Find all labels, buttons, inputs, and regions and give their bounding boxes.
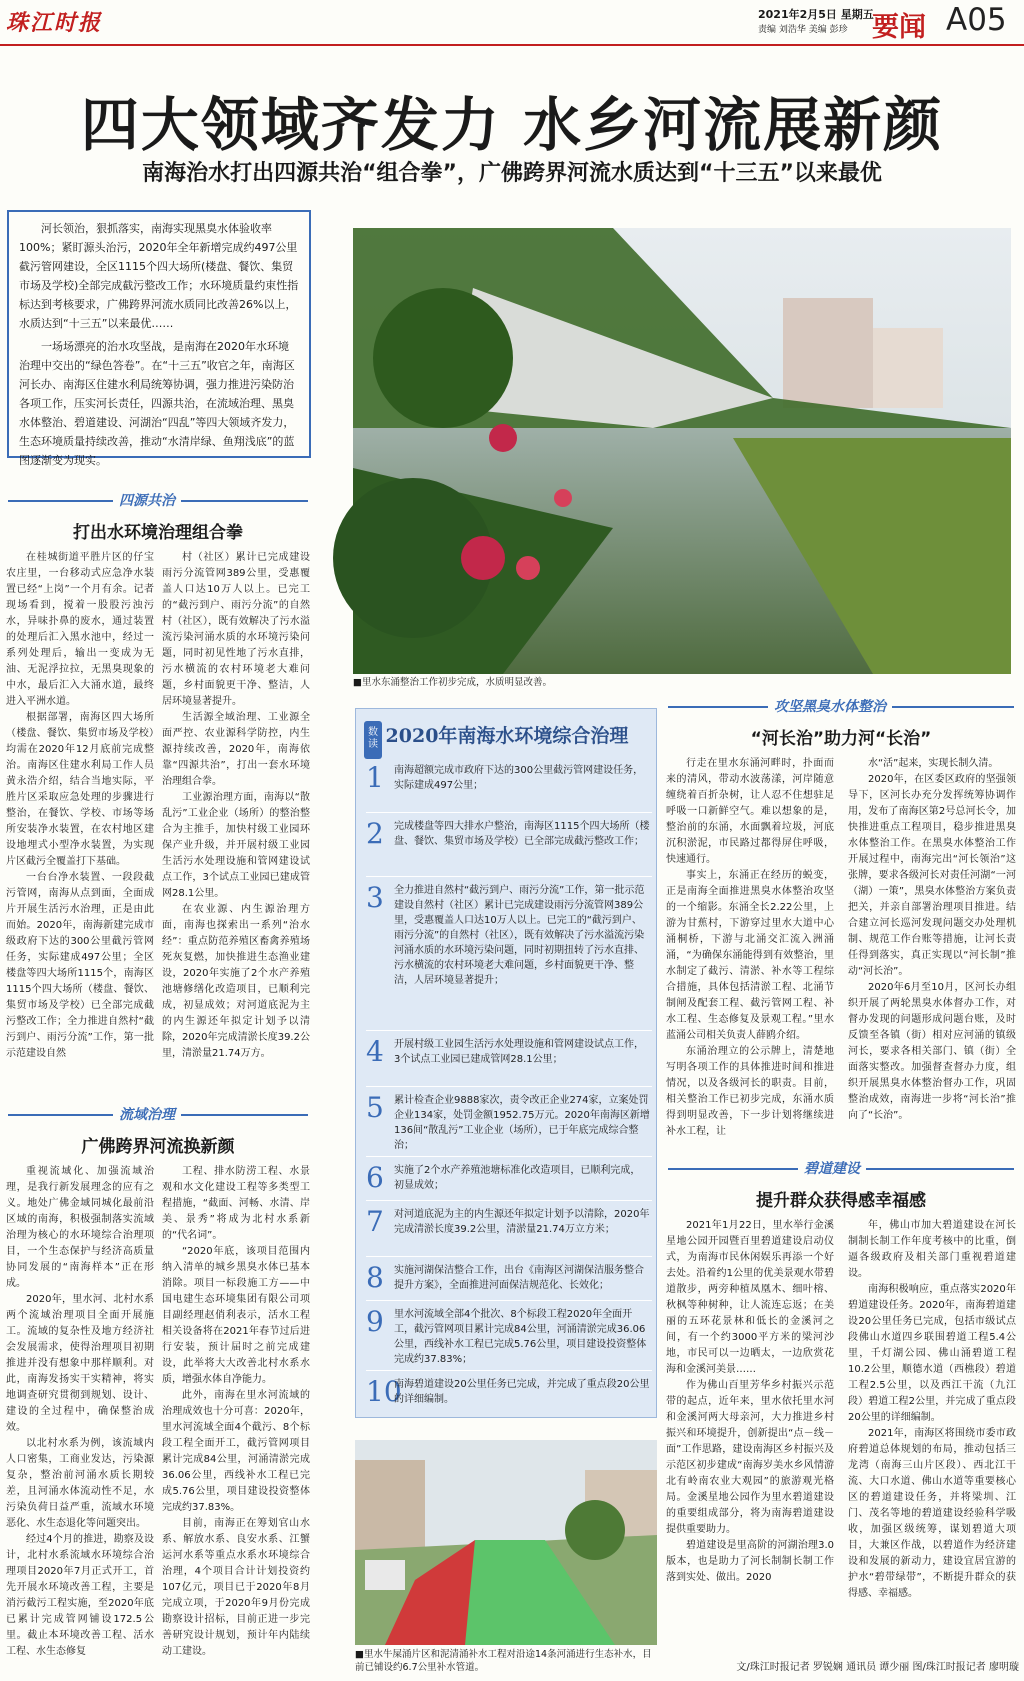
masthead — [0, 0, 1024, 46]
item-number: 10 — [366, 1375, 402, 1408]
item-text: 里水河流域全部4个批次、8个标段工程2020年全面开工，截污管网项目累计完成84公里，河涌清淤完成36.06公里，西线补水工程已完成5.76公里，项目建设投资整体完成约37.83%； — [394, 1309, 647, 1365]
item-number: 6 — [366, 1161, 384, 1194]
paragraph: 在桂城街道平胜片区的仔宝农庄里，一台移动式应急净水装置已经“上岗”一个月有余。记者现场看到，搅着一股股污浊污水，异味扑鼻的废水，通过装置的处理后汇入黑水池中，经过一系列处理后，输出一变成为无油、无泥浮拉拉，无黑臭现象的中水，最后汇入大涌水道，最终进入平洲水道。 — [6, 552, 154, 707]
paragraph: 2020年，里水河、北村水系两个流域治理项目全面开展施工。流域的复杂性及地方经济社会发展需求，使得治理项目初期推进并没有想象中那样顺利。对此，南海发扬实干实精神，将实地调查研究贯彻到规划、设计、建设的全过程中，确保整治成效。 — [6, 1294, 154, 1433]
paragraph: 2021年，南海区将围绕市委市政府碧道总体规划的布局，推动包括三龙湾（南海三山片区段）、西北江干流、大口水道、佛山水道等重要核心区的碧道建设任务，并将梁圳、江门、茂名等地的碧道建设经验科学吸收，加强区级统筹，谋划碧道大项目，大兼区作战，以碧道作为经济建设和发展的新动力，建设宜居宜游的护水“碧带绿带”，不断提升群众的获得感、幸福感。 — [848, 1428, 1016, 1599]
section-tag-bar — [8, 1104, 308, 1126]
article-column — [162, 1164, 310, 1657]
section-tag-bar — [8, 490, 308, 512]
article-column — [162, 550, 310, 1059]
paragraph: 作为佛山百里芳华乡村振兴示范带的起点，近年来，里水依托里水河和金溪河两大母亲河，大力推进乡村振兴和环境提升，创新提出“点－线－面”工作思路，建设南海区乡村振兴及示范区初步建成“南海岁美水乡风情游北有岭南农业大观园”的旅游观光格局。金溪星地公园作为里水碧道建设的重要组成部分，将为南海碧道建设提供重要助力。 — [666, 1380, 834, 1535]
list-item — [366, 1205, 652, 1257]
list-item — [366, 1305, 652, 1371]
issue-date: 2021年2月5日 星期五 — [758, 8, 874, 21]
paragraph: 以北村水系为例，该流域内人口密集，工商业发达，污染源复杂，整治前河涌水质长期较差，且河涌水体流动性不足，水污染负荷日益严重，流域水环境恶化、水生态退化等问题突出。 — [6, 1438, 154, 1529]
greenway-photo — [355, 1440, 657, 1645]
item-number: 7 — [366, 1205, 384, 1238]
section-name: 要闻 — [872, 12, 926, 43]
photo-caption: ■里水牛屎涌片区和泥清涌补水工程对沿途14条河涌进行生态补水，目前已铺设约6.7公里补水管道。 — [355, 1649, 652, 1673]
item-number: 4 — [366, 1035, 384, 1068]
paragraph: 村（社区）累计已完成建设雨污分流管网389公里，受惠覆盖人口达10万人以上。已完工的“截污到户、雨污分流”的自然村（社区），既有效解决了污水溢流污染河涌水质的水环境污染问题，同时初见性地了污水直排，污水横流的农村环境老大难问题，乡村面貌更干净、整洁，人居环境显著提升。 — [162, 552, 310, 707]
section-tag-bar — [668, 1158, 1014, 1180]
paragraph: 一台台净水装置、一段段截污管网，南海从点到面，全面成片开展生活污水治理，正是由此而始。2020年，南海新建完成市级政府下达的300公里截污管网任务，实际建成497公里；全区楼盘等四大场所1115个，南海区1115个四大场所（楼盘、餐饮、集贸市场及学校）已全部完成截污整改工作；全力推进自然村“截污到户、雨污分流”工作，第一批示范建设自然 — [6, 872, 154, 1059]
paragraph: 2021年1月22日，里水举行金溪星地公园开园暨百里碧道建设启动仪式，为南海市民休闲娱乐再添一个好去处。沿着约1公里的优美景观水带碧道散步，两旁种植凤凰木、细叶榕、秋枫等种树种，让人流连忘返；在美丽的五环花景林和低长的金溪河之间，有一个约3000平方米的梁河沙地，市民可以一边晒太，一边欣赏花海和金溪河美景…… — [666, 1220, 834, 1375]
list-item — [366, 1161, 652, 1201]
article-column — [666, 1218, 834, 1654]
item-text: 实施了2个水产养殖池塘标准化改造项目，已顺利完成，初显成效； — [394, 1165, 641, 1191]
item-number: 8 — [366, 1261, 384, 1294]
section-tag-bar — [668, 696, 1014, 718]
article-column — [6, 1164, 154, 1657]
section-title: “河长治”助力河“长治” — [750, 729, 932, 749]
greenway-photo-illustration — [355, 1440, 657, 1645]
item-number: 2 — [366, 817, 384, 850]
paragraph: “2020年底，该项目范围内纳入清单的城乡黑臭水体已基本消除。项目一标段施工方——中国电建生态环境集团有限公司项目副经理赵俏利表示，活水工程相关设备将在2021年春节过后进行安装，预计届时之前完成建设，此举将大大改善北村水系水质，增强水体自净能力。 — [162, 1246, 310, 1385]
item-text: 完成楼盘等四大排水户整治，南海区1115个四大场所（楼盘、餐饮、集贸市场及学校）已全部完成截污整改工作； — [394, 821, 650, 847]
list-item — [366, 1375, 652, 1415]
data-summary-box — [355, 708, 657, 1418]
list-item — [366, 1091, 652, 1157]
lead-summary-box — [7, 210, 311, 467]
item-text: 实施河湖保洁整合工作，出台《南海区河湖保洁服务整合提升方案》，全面推进河面保洁规范化、长效化； — [394, 1265, 644, 1291]
paragraph: 2020年6月至10月，区河长办组织开展了两轮黑臭水体督办工作，对督办发现的问题形成问题台账，及时反馈至各镇（街）相对应河涌的镇级河长，要求各相关部门、镇（街）全面落实整改。加强督查督办力度，组织开展黑臭水体整治督办工作，巩固整治成效，南海进一步将“河长治”推向了“长治”。 — [848, 982, 1016, 1121]
paragraph: 2020年，在区委区政府的坚强领导下，区河长办充分发挥统筹协调作用，发布了南海区第2号总河长令，加快推进重点工程项目，稳步推进黑臭水体整治工作。在黑臭水体整治工作开展过程中，南海完出“河长领治”这张牌，要求各级河长对责任河湖“一河（湖）一策”，黑臭水体整治方案负责把关，并亲自部署治理项目推进。结合建立河长巡河发现问题交办处理机制、规范工作台账等措施，让河长责任得到落实，真正实现以“河长制”推动“河长治”。 — [848, 774, 1016, 977]
item-number: 3 — [366, 881, 384, 914]
infobox-title: 2020年南海水环境综合治理 — [385, 725, 629, 747]
editors-line: 责编 刘浩华 美编 彭珍 — [758, 25, 848, 35]
paragraph: 在农业源、内生源治理方面，南海也探索出一系列“治水经”：重点防范养殖区畜禽养殖场死灰复燃，加快推进生态渔业建设，2020年实施了2个水产养殖池塘修缮化改造项目，已顺利完成，初显成效；对河道底泥为主的内生源还年拟定计划予以清除，2020年完成清淤长度39.2公里，清淤量21.74万方。 — [162, 904, 310, 1059]
paragraph: 生活源全域治理、工业源全面严控、农业源科学防控，内生源持续改善，2020年，南海依靠“四源共治”，打出一套水环境治理组合拳。 — [162, 712, 310, 787]
infobox-badge: 数读 — [364, 721, 382, 759]
photo-caption: ■里水东涌整治工作初步完成，水质明显改善。 — [353, 677, 552, 688]
item-text: 全力推进自然村“截污到户、雨污分流”工作，第一批示范建设自然村（社区）累计已完成建设雨污分流管网389公里，受惠覆盖人口达10万人以上。已完工的“截污到户、雨污分流”的自然村（社区），既有效解决了污水溢流污染河涌水质的水环境污染问题，同时初期扭转了污水直排、污水横流的农村环境老大难问题，乡村面貌更干净、整洁，人居环境显著提升； — [394, 885, 645, 986]
section-tag: 四源共治 — [113, 490, 181, 510]
item-text: 累计检查企业9888家次，责令改正企业274家，立案处罚企业134家，处罚金额1952.75万元。2020年南海区新增136间“散乱污”工业企业（场所），已于年底完成综合整治； — [394, 1095, 650, 1151]
paragraph: 年，佛山市加大碧道建设在河长制制长制工作年度考核中的比重，倒逼各级政府及相关部门重视碧道建设。 — [848, 1220, 1016, 1279]
article-column — [666, 756, 834, 1148]
article-column — [848, 756, 1016, 1148]
section-tag: 碧道建设 — [798, 1158, 866, 1178]
section-title: 打出水环境治理组合拳 — [73, 523, 243, 543]
paragraph: 行走在里水东涌河畔时，扑面而来的清风，带动水波荡漾，河岸随意缠绕着百折杂树，让人忍不住想驻足呼吸一口新鲜空气。难以想象的是，整治前的东涌，水面飘着垃圾，河底沉积淤泥，市民路过都得屏住呼吸，快速通行。 — [666, 758, 834, 865]
paragraph: 工程、排水防涝工程、水景观和水文化建设工程等多类型工程措施，“截面、河畅、水清、岸美、景秀”将成为北村水系新的“代名词”。 — [162, 1166, 310, 1241]
item-number: 5 — [366, 1091, 384, 1124]
article-column — [6, 550, 154, 1059]
list-item — [366, 817, 652, 877]
item-text: 开展村级工业园生活污水处理设施和管网建设试点工作，3个试点工业园已建成管网28.1公里； — [394, 1039, 644, 1065]
byline: 文/珠江时报记者 罗锐娴 通讯员 谭少丽 图/珠江时报记者 廖明璇 — [736, 1662, 1019, 1673]
paragraph: 工业源治理方面，南海以“散乱污”工业企业（场所）的整治整合为主推手，加快村级工业园环保产业升级，并开展村级工业园生活污水处理设施和管网建设试点工作，3个试点工业园已建成管网28.1公里。 — [162, 792, 310, 899]
item-text: 南海碧道建设20公里任务已完成，并完成了重点段20公里的详细编制。 — [394, 1379, 650, 1405]
paragraph: 水“活”起来，实现长制久清。 — [868, 758, 999, 769]
subheadline: 南海治水打出四源共治“组合拳”，广佛跨界河流水质达到“十三五”以来最优 — [142, 161, 882, 186]
paragraph: 东涌治理立的公示牌上，清楚地写明各项工作的具体推进时间和推进情况，以及各级河长的职责。目前，相关整治工作已初步完成，东涌水质得到明显改善，下一步计划将继续进补水工程，让 — [666, 1046, 834, 1137]
paragraph: 此外，南海在里水河流域的治理成效也十分可喜：2020年，里水河流域全面4个截污、8个标段工程全面开工，截污管网项目累计完成84公里，河涌清淤完成36.06公里，西线补水工程已完成5.76公里，项目建设投资整体完成约37.83%。 — [162, 1390, 310, 1513]
article-column — [848, 1218, 1016, 1654]
list-item — [366, 881, 652, 1031]
newspaper-logo: 珠江时报 — [6, 10, 103, 36]
section-tag: 攻坚黑臭水体整治 — [768, 696, 892, 716]
list-item — [366, 1035, 652, 1087]
item-number: 9 — [366, 1305, 384, 1338]
list-item — [366, 1261, 652, 1301]
paragraph: 根据部署，南海区四大场所（楼盘、餐饮、集贸市场及学校）均需在2020年12月底前完成整治。南海区住建水利局工作人员黄永浩介绍，结合当地实际，平胜片区采取应急处理的步骤进行整治，在餐饮、学校、市场等场所安装净水装置，在农村地区建设地埋式小型净水装置，为实现片区截污全覆盖打下基础。 — [6, 712, 154, 867]
headline: 四大领域齐发力 水乡河流展新颜 — [80, 91, 944, 159]
lead-paragraph: 一场场漂亮的治水攻坚战，是南海在2020年水环境治理中交出的“绿色答卷”。在“十三五”收官之年，南海区河长办、南海区住建水利局统筹协调，强力推进污染防治各项工作，压实河长责任，四源共治，在流域治理、黑臭水体整治、碧道建设、河湖治“四乱”等四大领域齐发力，生态环境质量持续改善，推动“水清岸绿、鱼翔浅底”的蓝图逐渐变为现实。 — [19, 340, 295, 467]
lead-paragraph: 河长领治，狠抓落实，南海实现黑臭水体验收率100%；紧盯源头治污，2020年全年新增完成约497公里截污管网建设，全区1115个四大场所(楼盘、餐饮、集贸市场及学校)全部完成截污整改工作；水环境质量约束性指标达到考核要求，广佛跨界河流水质同比改善26%以上，水质达到“十三五”以来最优…… — [19, 222, 299, 330]
list-item — [366, 761, 652, 813]
page-number: A05 — [946, 2, 1007, 38]
section-tag: 流域治理 — [113, 1104, 181, 1124]
section-title: 广佛跨界河流换新颜 — [81, 1137, 235, 1157]
paragraph: 事实上，东涌正在经历的蜕变，正是南海全面推进黑臭水体整治攻坚的一个缩影。东涌全长2.22公里，上游为甘蕉村，下游穿过里水大道中心涌桐桥，下游与北涌交汇流入洲涌涌，“为确保东涌能得到有效整治，里水制定了截污、清淤、补水等工程综合措施，具体包括清淤工程、北涌节制闸及配套工程、截污管网工程、补水工程、生态修复及景观工程。”里水蓝涌公司相关负责人薛鸥介绍。 — [666, 870, 834, 1041]
paragraph: 经过4个月的推进，勘察及设计，北村水系流域水环境综合治理项目2020年7月正式开工，首先开展水环境改善工程，主要是消污截污工程实施，至2020年底已累计完成管网铺设172.5公里。截止本环境改善工程、活水工程、水生态修复 — [6, 1534, 154, 1657]
item-text: 对河道底泥为主的内生源还年拟定计划予以清除，2020年完成清淤长度39.2公里，清淤量21.74万立方米； — [394, 1209, 650, 1235]
river-photo — [353, 228, 1011, 674]
section-title: 提升群众获得感幸福感 — [756, 1191, 926, 1211]
paragraph: 目前，南海正在筹划官山水系、解放水系、良安水系、江蟹运河水系等重点水系水环境综合治理，4个项目合计计划投资约107亿元，项目已于2020年8月完成立项，于2020年9月份完成勘察设计招标，目前正进一步完善研究设计规划，预计年内陆续动工建设。 — [162, 1518, 310, 1657]
item-number: 1 — [366, 761, 384, 794]
paragraph: 碧道建设是里高阶的河湖治理3.0版本，也是助力了河长制制长制工作落到实处、做出。2020 — [666, 1540, 834, 1583]
item-text: 南海超额完成市政府下达的300公里截污管网建设任务，实际建成497公里； — [394, 765, 644, 791]
river-photo-illustration — [353, 228, 1011, 674]
paragraph: 南海积极响应，重点落实2020年碧道建设任务。2020年，南海碧道建设20公里任务已完成，包括市级试点段佛山水道四乡联围碧道工程5.4公里，千灯湖公园、佛山涌碧道工程10.2公里，顺德水道（西樵段）碧道工程2.5公里，以及西江干流（九江段）碧道工程2公里，并完成了重点段20公里的详细编制。 — [848, 1284, 1016, 1423]
paragraph: 重视流域化、加强流域治理，是我行新发展理念的应有之义。地处广佛金域同城化最前沿区域的南海，积极强制落实流域治理为核心的水环境综合治理项目，一个生态保护与经济高质量协同发展的“南海样本”正在形成。 — [6, 1166, 154, 1289]
